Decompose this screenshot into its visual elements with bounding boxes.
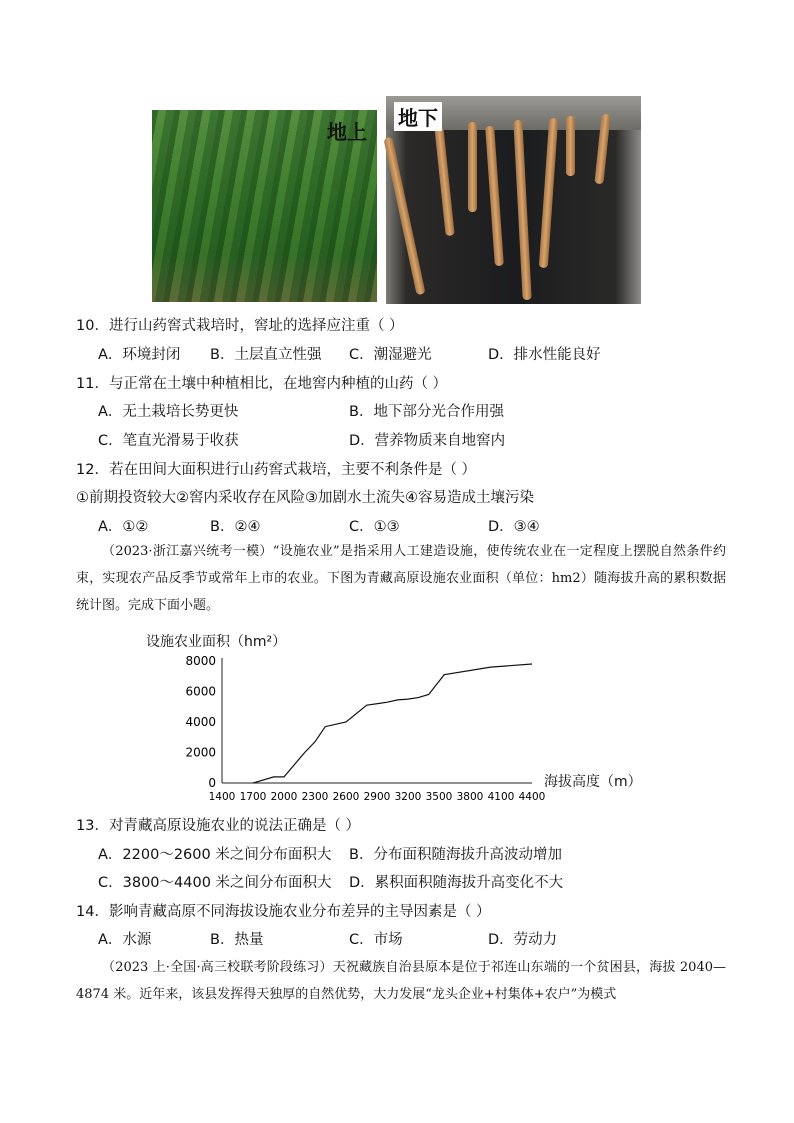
q13-option-d: D．累积面积随海拔升高变化不大: [349, 875, 564, 891]
q13-option-b: B．分布面积随海拔升高波动增加: [349, 847, 562, 863]
q10-option-a: A．环境封闭: [98, 347, 181, 363]
chart-x-tick-label: 1400: [208, 791, 236, 803]
q12-option-d: D．③④: [488, 519, 540, 535]
q12-option-a: A．①②: [98, 519, 149, 535]
q12-option-c: C．①③: [349, 519, 400, 535]
passage-1-source: （2023·浙江嘉兴统考一模）: [102, 544, 273, 559]
yam-root: [383, 137, 425, 295]
q11-option-d: D．营养物质来自地窖内: [349, 433, 506, 449]
passage-2-text: 天祝藏族自治县原本是位于祁连山东端的一个贫困县，海拔 2040—4874 米。近年来，该县发挥得天独厚的自然优势，大力发展“龙头企业+村集体+农户”为模式: [76, 960, 726, 1002]
question-14-stem: 14．影响青藏高原不同海拔设施农业分布差异的主导因素是（ ）: [76, 904, 491, 920]
q10-option-d: D．排水性能良好: [488, 347, 601, 363]
chart-y-axis-label: 设施农业面积（hm²）: [146, 634, 287, 650]
chart-x-tick-label: 4100: [487, 791, 515, 803]
chart-x-tick-label: 3500: [425, 791, 453, 803]
q14-option-c: C．市场: [349, 932, 403, 948]
q11-option-a: A．无土栽培长势更快: [98, 404, 239, 420]
question-13-stem: 13．对青藏高原设施农业的说法正确是（ ）: [76, 818, 361, 834]
question-11-stem: 11．与正常在土壤中种植相比，在地窖内种植的山药（ ）: [76, 376, 448, 392]
yam-root: [434, 126, 454, 236]
chart-x-tick-label: 2600: [332, 791, 360, 803]
chart-x-tick-label: 2300: [301, 791, 329, 803]
question-12-stem: 12．若在田间大面积进行山药窖式栽培，主要不利条件是（ ）: [76, 462, 477, 478]
passage-2: [76, 954, 726, 1008]
passage-1: [76, 538, 726, 619]
q13-option-c: C．3800～4400 米之间分布面积大: [98, 875, 332, 891]
q11-option-c: C．笔直光滑易于收获: [98, 433, 239, 449]
yam-root: [485, 126, 504, 266]
chart-x-tick-label: 3800: [456, 791, 484, 803]
photo-below-label: 地下: [394, 102, 442, 131]
q12-statements: ①前期投资较大②窖内采收存在风险③加剧水土流失④容易造成土壤污染: [76, 490, 534, 506]
chart-y-tick-label: 2000: [185, 745, 216, 760]
q11-option-b: B．地下部分光合作用强: [349, 404, 504, 420]
q10-option-b: B．土层直立性强: [210, 347, 322, 363]
yam-root: [468, 122, 477, 212]
q14-option-b: B．热量: [210, 932, 264, 948]
q12-option-b: B．②④: [210, 519, 261, 535]
chart-x-tick-label: 3200: [394, 791, 422, 803]
yam-root: [513, 120, 531, 300]
chart-x-tick-label: 1700: [239, 791, 267, 803]
photo-above-label: 地上: [327, 120, 367, 144]
q14-option-d: D．劳动力: [488, 932, 558, 948]
chart-x-tick-label: 2000: [270, 791, 298, 803]
chart-y-tick-label: 4000: [185, 715, 216, 729]
yam-root: [566, 116, 575, 176]
chart-y-tick-label: 8000: [185, 654, 216, 668]
passage-1-text: “设施农业”是指采用人工建造设施，使传统农业在一定程度上摆脱自然条件约束，实现农产品反季节或常年上市的农业。下图为青藏高原设施农业面积（单位：hm2）随海拔升高的累积数据统计图。完成下面小题。: [76, 544, 727, 613]
photo-yam-below-ground: [386, 96, 641, 304]
altitude-area-chart: [140, 628, 660, 806]
chart-x-tick-label: 4400: [518, 791, 546, 803]
passage-2-source: （2023 上·全国·高三校联考阶段练习）: [102, 960, 333, 975]
question-10-stem: 10．进行山药窖式栽培时，窖址的选择应注重（ ）: [76, 318, 404, 334]
chart-x-axis-label: 海拔高度（m）: [544, 774, 642, 790]
q10-option-c: C．潮湿避光: [349, 347, 432, 363]
chart-x-tick-label: 2900: [363, 791, 391, 803]
q13-option-a: A．2200～2600 米之间分布面积大: [98, 847, 332, 863]
chart-series-line: [253, 664, 532, 783]
photo-yam-above-ground: [152, 110, 377, 302]
chart-y-tick-label: 6000: [185, 684, 216, 699]
q14-option-a: A．水源: [98, 932, 152, 948]
yam-root: [539, 118, 558, 268]
chart-y-tick-label: 0: [208, 776, 216, 790]
